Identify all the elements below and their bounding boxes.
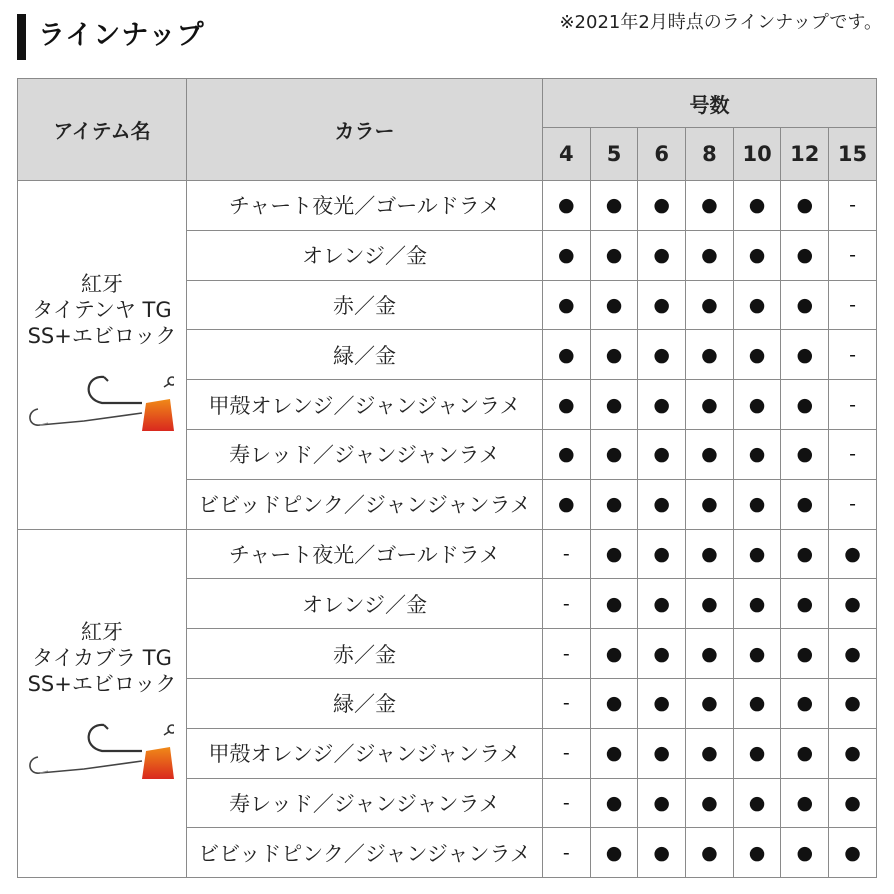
availability-mark: ●	[590, 380, 638, 430]
availability-mark: ●	[686, 280, 734, 330]
item-name: 紅牙 タイカブラ TG SS+エビロック	[27, 620, 177, 697]
availability-mark: -	[829, 230, 877, 280]
size-header: 12	[781, 128, 829, 181]
lineup-table	[17, 78, 877, 878]
availability-mark: ●	[686, 828, 734, 878]
availability-mark: ●	[638, 429, 686, 479]
availability-mark: ●	[733, 678, 781, 728]
availability-mark: ●	[590, 330, 638, 380]
availability-mark: ●	[733, 629, 781, 679]
color-name-cell: チャート夜光／ゴールドラメ	[187, 529, 543, 579]
availability-mark: ●	[781, 778, 829, 828]
color-name-cell: 甲殻オレンジ／ジャンジャンラメ	[187, 728, 543, 778]
lure-image	[24, 717, 174, 787]
availability-mark: ●	[829, 629, 877, 679]
availability-mark: ●	[686, 778, 734, 828]
availability-mark: -	[829, 330, 877, 380]
availability-mark: ●	[590, 429, 638, 479]
availability-mark: ●	[543, 380, 591, 430]
availability-mark: ●	[590, 280, 638, 330]
availability-mark: ●	[686, 380, 734, 430]
availability-mark: ●	[829, 778, 877, 828]
availability-mark: ●	[733, 181, 781, 231]
availability-mark: -	[829, 181, 877, 231]
availability-mark: ●	[781, 429, 829, 479]
availability-mark: ●	[733, 280, 781, 330]
availability-mark: ●	[781, 479, 829, 529]
availability-mark: ●	[781, 678, 829, 728]
availability-mark: ●	[686, 579, 734, 629]
availability-mark: ●	[781, 579, 829, 629]
availability-mark: ●	[686, 728, 734, 778]
availability-mark: ●	[638, 579, 686, 629]
availability-mark: ●	[733, 828, 781, 878]
availability-mark: ●	[733, 728, 781, 778]
availability-mark: ●	[733, 778, 781, 828]
availability-mark: ●	[781, 330, 829, 380]
page-title: ラインナップ	[38, 20, 205, 51]
heading-accent-bar	[17, 14, 26, 60]
availability-mark: ●	[733, 429, 781, 479]
availability-mark: ●	[829, 828, 877, 878]
availability-mark: ●	[781, 181, 829, 231]
availability-mark: ●	[733, 579, 781, 629]
availability-mark: ●	[686, 629, 734, 679]
availability-mark: ●	[781, 828, 829, 878]
color-name-cell: 緑／金	[187, 330, 543, 380]
availability-mark: ●	[638, 828, 686, 878]
color-name-cell: 緑／金	[187, 678, 543, 728]
color-name-cell: オレンジ／金	[187, 579, 543, 629]
availability-mark: ●	[829, 678, 877, 728]
size-header: 8	[686, 128, 734, 181]
size-header: 15	[829, 128, 877, 181]
availability-mark: ●	[590, 529, 638, 579]
availability-mark: -	[543, 529, 591, 579]
size-header: 5	[590, 128, 638, 181]
availability-mark: -	[829, 380, 877, 430]
availability-mark: -	[543, 629, 591, 679]
availability-mark: ●	[638, 230, 686, 280]
availability-mark: ●	[733, 230, 781, 280]
lure-image	[24, 369, 174, 439]
availability-mark: ●	[638, 380, 686, 430]
availability-mark: ●	[686, 181, 734, 231]
availability-mark: ●	[638, 529, 686, 579]
availability-mark: ●	[543, 330, 591, 380]
availability-mark: ●	[590, 629, 638, 679]
availability-mark: -	[543, 728, 591, 778]
availability-mark: ●	[686, 529, 734, 579]
availability-mark: ●	[638, 778, 686, 828]
availability-mark: ●	[781, 529, 829, 579]
color-name-cell: 赤／金	[187, 280, 543, 330]
availability-mark: ●	[543, 181, 591, 231]
color-name-cell: 寿レッド／ジャンジャンラメ	[187, 778, 543, 828]
item-cell	[18, 181, 187, 530]
availability-mark: ●	[686, 429, 734, 479]
availability-mark: ●	[590, 230, 638, 280]
availability-mark: -	[829, 429, 877, 479]
size-header: 4	[543, 128, 591, 181]
availability-mark: ●	[638, 280, 686, 330]
color-name-cell: ビビッドピンク／ジャンジャンラメ	[187, 479, 543, 529]
table-row	[18, 529, 877, 579]
availability-mark: ●	[543, 429, 591, 479]
availability-mark: ●	[638, 678, 686, 728]
color-name-cell: 甲殻オレンジ／ジャンジャンラメ	[187, 380, 543, 430]
availability-mark: ●	[829, 728, 877, 778]
availability-mark: ●	[781, 629, 829, 679]
availability-mark: ●	[829, 529, 877, 579]
availability-mark: ●	[590, 579, 638, 629]
table-row	[18, 181, 877, 231]
item-cell	[18, 529, 187, 878]
availability-mark: ●	[686, 230, 734, 280]
availability-mark: -	[829, 280, 877, 330]
column-header-size-group: 号数	[543, 79, 877, 128]
lineup-date-note: ※2021年2月時点のラインナップです。	[559, 12, 882, 33]
availability-mark: ●	[543, 479, 591, 529]
column-header-color: カラー	[187, 79, 543, 181]
availability-mark: ●	[733, 479, 781, 529]
availability-mark: ●	[638, 629, 686, 679]
availability-mark: ●	[638, 330, 686, 380]
availability-mark: ●	[686, 479, 734, 529]
availability-mark: ●	[543, 280, 591, 330]
availability-mark: -	[543, 778, 591, 828]
availability-mark: -	[543, 828, 591, 878]
size-header: 6	[638, 128, 686, 181]
availability-mark: ●	[781, 380, 829, 430]
availability-mark: -	[543, 579, 591, 629]
color-name-cell: オレンジ／金	[187, 230, 543, 280]
column-header-item: アイテム名	[18, 79, 187, 181]
availability-mark: ●	[781, 230, 829, 280]
availability-mark: ●	[590, 181, 638, 231]
availability-mark: ●	[733, 330, 781, 380]
availability-mark: ●	[590, 479, 638, 529]
color-name-cell: ビビッドピンク／ジャンジャンラメ	[187, 828, 543, 878]
color-name-cell: 寿レッド／ジャンジャンラメ	[187, 429, 543, 479]
color-name-cell: チャート夜光／ゴールドラメ	[187, 181, 543, 231]
availability-mark: ●	[733, 380, 781, 430]
availability-mark: ●	[686, 330, 734, 380]
item-name: 紅牙 タイテンヤ TG SS+エビロック	[27, 271, 177, 348]
availability-mark: ●	[733, 529, 781, 579]
size-header: 10	[733, 128, 781, 181]
availability-mark: ●	[590, 828, 638, 878]
availability-mark: ●	[590, 728, 638, 778]
availability-mark: ●	[638, 728, 686, 778]
availability-mark: ●	[686, 678, 734, 728]
availability-mark: ●	[638, 181, 686, 231]
availability-mark: ●	[781, 280, 829, 330]
color-name-cell: 赤／金	[187, 629, 543, 679]
availability-mark: ●	[543, 230, 591, 280]
availability-mark: -	[829, 479, 877, 529]
availability-mark: ●	[638, 479, 686, 529]
availability-mark: ●	[829, 579, 877, 629]
availability-mark: ●	[781, 728, 829, 778]
availability-mark: ●	[590, 778, 638, 828]
availability-mark: ●	[590, 678, 638, 728]
availability-mark: -	[543, 678, 591, 728]
